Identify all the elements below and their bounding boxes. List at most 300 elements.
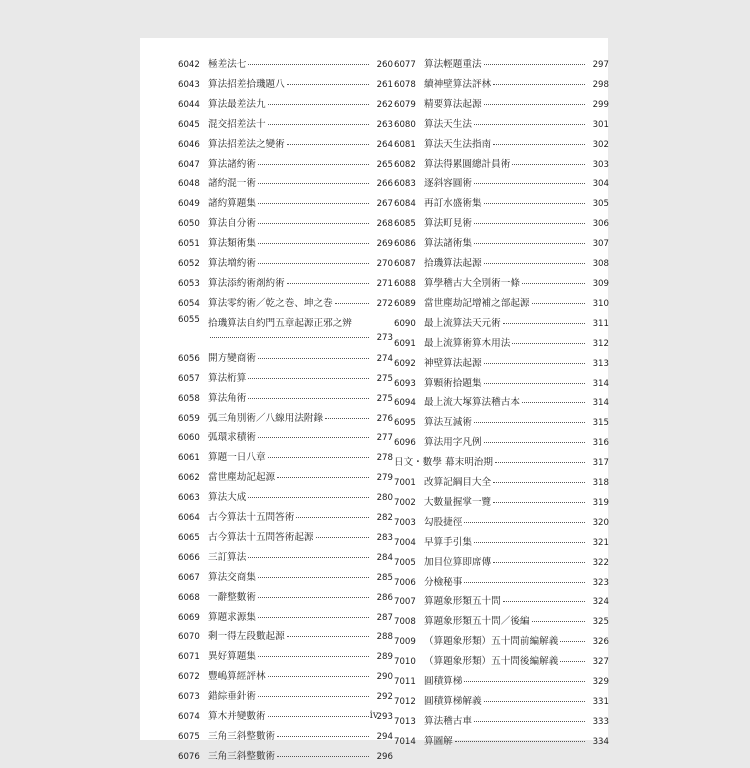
entry-page: 261 [376,79,393,90]
entry-number: 6089 [394,298,416,309]
entry-page: 271 [376,278,393,289]
toc-entry [178,116,393,136]
entry-title: 算法得累圓總計員術 [424,158,511,170]
dot-leader [258,437,369,438]
entry-title: 神壁算法起源 [424,357,482,369]
entry-page: 297 [592,60,609,70]
dot-leader [335,303,369,304]
entry-number: 6077 [394,60,416,70]
entry-number: 7011 [394,677,416,688]
entry-number: 6094 [394,398,416,409]
entry-title: 當世塵劫記起源 [208,472,276,484]
entry-title: 算法最差法九 [208,98,266,110]
entry-page: 269 [376,239,393,250]
toc-entry [178,275,393,295]
toc-entry [394,335,609,355]
entry-page: 275 [376,393,393,404]
entry-number: 7007 [394,597,416,608]
entry-number: 6070 [178,632,200,643]
toc-entry [178,728,393,748]
toc-entry [394,574,609,594]
entry-title: 算法天生法 [424,118,472,130]
entry-page: 324 [592,597,609,608]
entry-title: 三角三斜整數術 [208,750,276,762]
dot-leader [277,736,369,737]
dot-leader [268,457,369,458]
entry-page: 313 [592,358,609,369]
page-number: iv [369,710,379,721]
toc-entry [178,370,393,390]
entry-page: 274 [376,353,393,364]
entry-page: 279 [376,473,393,484]
entry-title: 極差法七 [208,59,247,70]
toc-entry [178,489,393,509]
entry-page: 314 [592,378,609,389]
entry-title: 算法諸約術 [208,158,256,170]
dot-leader [512,343,585,344]
entry-number: 6085 [394,219,416,230]
entry-title: 算法招差拾璣題八 [208,78,285,90]
entry-page: 280 [376,493,393,504]
entry-title: 開方變商術 [208,352,256,364]
entry-number: 6052 [178,259,200,270]
entry-page: 320 [592,517,609,528]
entry-title: 加目位算即席傳 [424,556,492,568]
toc-entry [178,529,393,549]
entry-page: 319 [592,497,609,508]
dot-leader [503,601,585,602]
entry-title: 算法招差法之變術 [208,138,285,150]
toc-entry [394,434,609,454]
dot-leader [512,164,585,165]
entry-title: 算法稽古車 [424,715,472,727]
entry-page: 286 [376,592,393,603]
entry-title: 古今算法十五問答術 [208,512,295,524]
entry-title: 算法天生法指南 [424,138,492,150]
toc-entry [178,215,393,235]
entry-page: 331 [592,697,609,707]
entry-title: 算法角術 [208,392,247,404]
entry-number: 6076 [178,751,200,762]
entry-number: 6045 [178,119,200,130]
entry-number: 6071 [178,652,200,663]
toc-entry [178,648,393,668]
entry-title: 拾璣算法自約門五章起源正邪之辨 [208,317,352,329]
dot-leader [464,681,585,682]
toc-entry [394,593,609,613]
entry-page: 318 [592,478,609,489]
entry-title: 大數量握掌一覽 [424,496,492,508]
entry-page: 273 [376,332,393,343]
dot-leader [493,502,585,503]
dot-leader [532,621,585,622]
entry-title: 拾璣算法起源 [424,258,482,270]
entry-page: 287 [376,612,393,623]
entry-number: 7013 [394,716,416,727]
entry-title: 圓積算梯 [424,676,463,688]
dot-leader [560,641,585,642]
entry-page: 278 [376,453,393,464]
dot-leader [325,418,369,419]
entry-title: （算題象形類）五十問前編解義 [424,636,559,648]
dot-leader [522,402,585,403]
entry-number: 7001 [394,478,416,489]
toc-entry [178,589,393,609]
entry-title: 豐嶋算經評林 [208,671,266,683]
toc-entry [178,569,393,589]
dot-leader [258,243,369,244]
entry-title: 算法類術集 [208,238,256,250]
toc-entry [394,554,609,574]
toc-entry [178,96,393,116]
dot-leader [248,378,369,379]
entry-number: 6046 [178,139,200,150]
entry-number: 6075 [178,732,200,742]
entry-title: 算題求源集 [208,611,256,623]
toc-entry [178,295,393,315]
toc-entry [178,255,393,275]
entry-title: 算法添約術剤約術 [208,277,285,289]
entry-number: 6092 [394,358,416,369]
toc-entry [394,534,609,554]
entry-title: 早算手引集 [424,536,472,548]
entry-number: 6072 [178,672,200,683]
dot-leader [464,582,585,583]
entry-number: 6054 [178,298,200,309]
entry-title: 剩一得左段數起源 [208,631,285,643]
entry-page: 267 [376,199,393,210]
entry-title: 算法交商集 [208,571,256,583]
entry-number: 6060 [178,433,200,444]
dot-leader [268,676,369,677]
entry-number: 6074 [178,712,200,723]
toc-entry [394,673,609,693]
entry-title: 算法自分術 [208,218,256,230]
dot-leader [474,243,585,244]
entry-number: 6073 [178,692,200,703]
toc-entry [394,494,609,514]
entry-page: 265 [376,159,393,170]
entry-number: 6058 [178,393,200,404]
entry-number: 6069 [178,612,200,623]
entry-title: 精要算法起源 [424,98,482,110]
entry-title: 一辭整數術 [208,591,256,603]
entry-number: 6051 [178,239,200,250]
entry-title: 異好算題集 [208,651,256,663]
toc-entry [178,688,393,708]
entry-title: 最上流大塚算法稽古本 [424,397,520,409]
toc-entry [178,509,393,529]
toc-entry [178,549,393,569]
entry-title: 再訂水盛術集 [424,198,482,210]
entry-number: 6059 [178,413,200,424]
entry-page: 282 [376,513,393,524]
entry-page: 298 [592,79,609,90]
dot-leader [484,203,585,204]
dot-leader [484,104,585,105]
dot-leader [258,223,369,224]
entry-page: 288 [376,632,393,643]
dot-leader [493,562,585,563]
entry-title: 三角三斜整數術 [208,731,276,742]
entry-number: 7006 [394,577,416,588]
dot-leader [474,542,585,543]
toc-entry [394,653,609,673]
entry-number: 6063 [178,493,200,504]
entry-page: 305 [592,199,609,210]
entry-number: 7008 [394,617,416,628]
entry-number: 6050 [178,219,200,230]
entry-title: 改算記綱目大全 [424,477,492,489]
dot-leader [484,442,585,443]
entry-page: 275 [376,373,393,384]
entry-number: 7014 [394,736,416,747]
dot-leader [493,482,585,483]
dot-leader [287,84,369,85]
entry-page: 266 [376,179,393,190]
dot-leader [248,497,369,498]
entry-number: 6080 [394,119,416,130]
toc-entry [178,175,393,195]
entry-title: 算法増約術 [208,258,256,270]
entry-title: 最上流算術算木用法 [424,337,511,349]
entry-page: 262 [376,99,393,110]
entry-page: 302 [592,139,609,150]
dot-leader [287,283,369,284]
dot-leader [258,358,369,359]
entry-number: 6093 [394,378,416,389]
entry-number: 6062 [178,473,200,484]
dot-leader [258,203,369,204]
toc-entry [178,235,393,255]
book-page [140,38,609,762]
dot-leader [296,517,369,518]
entry-title: 分檢秘事 [424,576,463,588]
dot-leader [258,597,369,598]
entry-page: 284 [376,552,393,563]
entry-number: 6068 [178,592,200,603]
dot-leader [455,741,585,742]
entry-page: 325 [592,617,609,628]
toc-entry [178,136,393,156]
toc-entry [394,175,609,195]
entry-number: 7009 [394,637,416,648]
entry-page: 301 [592,119,609,130]
entry-number: 6095 [394,418,416,429]
entry-title: 三訂算法 [208,551,247,563]
toc-entry [394,275,609,295]
dot-leader [560,661,585,662]
entry-number: 6048 [178,179,200,190]
toc-entry [394,215,609,235]
entry-title: 勾股捷徑 [424,516,463,528]
entry-page: 296 [376,751,393,762]
entry-number: 6057 [178,373,200,384]
entry-page: 321 [592,537,609,548]
toc-entry [178,668,393,688]
entry-number: 6055 [178,314,200,325]
toc-entry [178,469,393,489]
dot-leader [258,164,369,165]
entry-page: 270 [376,259,393,270]
dot-leader [474,721,585,722]
dot-leader [268,124,369,125]
dot-leader [258,577,369,578]
entry-page: 327 [592,657,609,668]
entry-number: 6082 [394,159,416,170]
dot-leader [493,144,585,145]
entry-page: 326 [592,637,609,648]
entry-page: 307 [592,239,609,250]
dot-leader [484,383,585,384]
entry-number: 6047 [178,159,200,170]
toc-entry [178,76,393,96]
entry-title: 算法桁算 [208,372,247,384]
dot-leader [258,696,369,697]
entry-page: 290 [376,672,393,683]
entry-title: 圓積算梯解義 [424,696,482,707]
dot-leader [210,337,369,338]
toc-entry [394,96,609,116]
entry-title: 算題象形類五十問／後編 [424,616,530,628]
dot-leader [287,636,369,637]
entry-page: 260 [376,60,393,70]
toc-entry [178,390,393,410]
entry-page: 303 [592,159,609,170]
toc-entry [394,255,609,275]
entry-title: （算題象形類）五十問後編解義 [424,656,559,668]
toc-entry [394,156,609,176]
entry-page: 268 [376,219,393,230]
entry-number: 6066 [178,552,200,563]
dot-leader [474,183,585,184]
dot-leader [277,756,369,757]
toc-entry [394,195,609,215]
entry-title: 逐斜容圓術 [424,178,472,190]
entry-page: 308 [592,259,609,270]
toc-entry [178,195,393,215]
dot-leader [493,84,585,85]
entry-page: 276 [376,413,393,424]
entry-title: 混交招差法十 [208,118,266,130]
dot-leader [484,64,585,65]
toc-entry [178,315,393,350]
entry-number: 7003 [394,517,416,528]
toc-entry [394,295,609,315]
toc-entry [394,394,609,414]
entry-page: 315 [592,418,609,429]
entry-page: 333 [592,716,609,727]
entry-page: 292 [376,692,393,703]
entry-page: 263 [376,119,393,130]
toc-entry [394,235,609,255]
entry-page: 314 [592,398,609,409]
entry-page: 317 [592,458,609,469]
entry-title: 算法大成 [208,492,247,504]
entry-title: 弧環求積術 [208,432,256,444]
toc-entry [178,628,393,648]
entry-number: 6064 [178,513,200,524]
entry-page: 309 [592,278,609,289]
toc-entry [178,350,393,370]
entry-number: 6081 [394,139,416,150]
toc-entry [394,375,609,395]
entry-title: 弧三角別術／八線用法附錄 [208,412,324,424]
entry-number: 6043 [178,79,200,90]
entry-page: 299 [592,99,609,110]
entry-page: 306 [592,219,609,230]
entry-number: 6078 [394,79,416,90]
dot-leader [268,104,369,105]
toc-entry [178,429,393,449]
dot-leader [258,263,369,264]
entry-number: 6079 [394,99,416,110]
entry-page: 322 [592,557,609,568]
entry-number: 7010 [394,657,416,668]
toc-entry [178,609,393,629]
dot-leader [258,183,369,184]
entry-number: 7004 [394,537,416,548]
toc-entry [394,633,609,653]
entry-number: 6084 [394,199,416,210]
toc-entry [178,56,393,76]
entry-number: 6065 [178,532,200,543]
dot-leader [522,283,585,284]
toc-entry [178,156,393,176]
dot-leader [474,124,585,125]
entry-title: 算圖解 [424,735,453,747]
entry-number: 6056 [178,353,200,364]
entry-number: 6067 [178,572,200,583]
entry-page: 311 [592,318,609,329]
dot-leader [474,422,585,423]
entry-number: 7005 [394,557,416,568]
entry-title: 續神壁算法評林 [424,78,492,90]
dot-leader [484,263,585,264]
entry-page: 277 [376,433,393,444]
entry-page: 316 [592,438,609,449]
toc-column-right [394,56,609,753]
entry-page: 264 [376,139,393,150]
entry-number: 7012 [394,697,416,707]
entry-page: 293 [376,712,393,723]
entry-title: 算顆術拾題集 [424,377,482,389]
entry-page: 294 [376,732,393,742]
entry-title: 算法町見術 [424,218,472,230]
entry-number: 6083 [394,179,416,190]
entry-title: 算題象形類五十問 [424,596,501,608]
entry-page: 334 [592,736,609,747]
dot-leader [484,701,585,702]
entry-title: 算題一日八章 [208,452,266,464]
entry-title: 算法零約術／乾之巻、坤之巻 [208,297,333,309]
entry-number: 7002 [394,497,416,508]
toc-entry [394,76,609,96]
dot-leader [474,223,585,224]
toc-entry [394,136,609,156]
dot-leader [503,323,585,324]
dot-leader [277,477,369,478]
entry-number: 6044 [178,99,200,110]
entry-page: 272 [376,298,393,309]
entry-page: 304 [592,179,609,190]
entry-title: 算法輕題重法 [424,59,482,70]
entry-title: 算法諸術集 [424,238,472,250]
entry-number: 6090 [394,318,416,329]
entry-title: 算木并變數術 [208,711,266,723]
entry-title: 諸約混一術 [208,178,256,190]
dot-leader [287,144,369,145]
